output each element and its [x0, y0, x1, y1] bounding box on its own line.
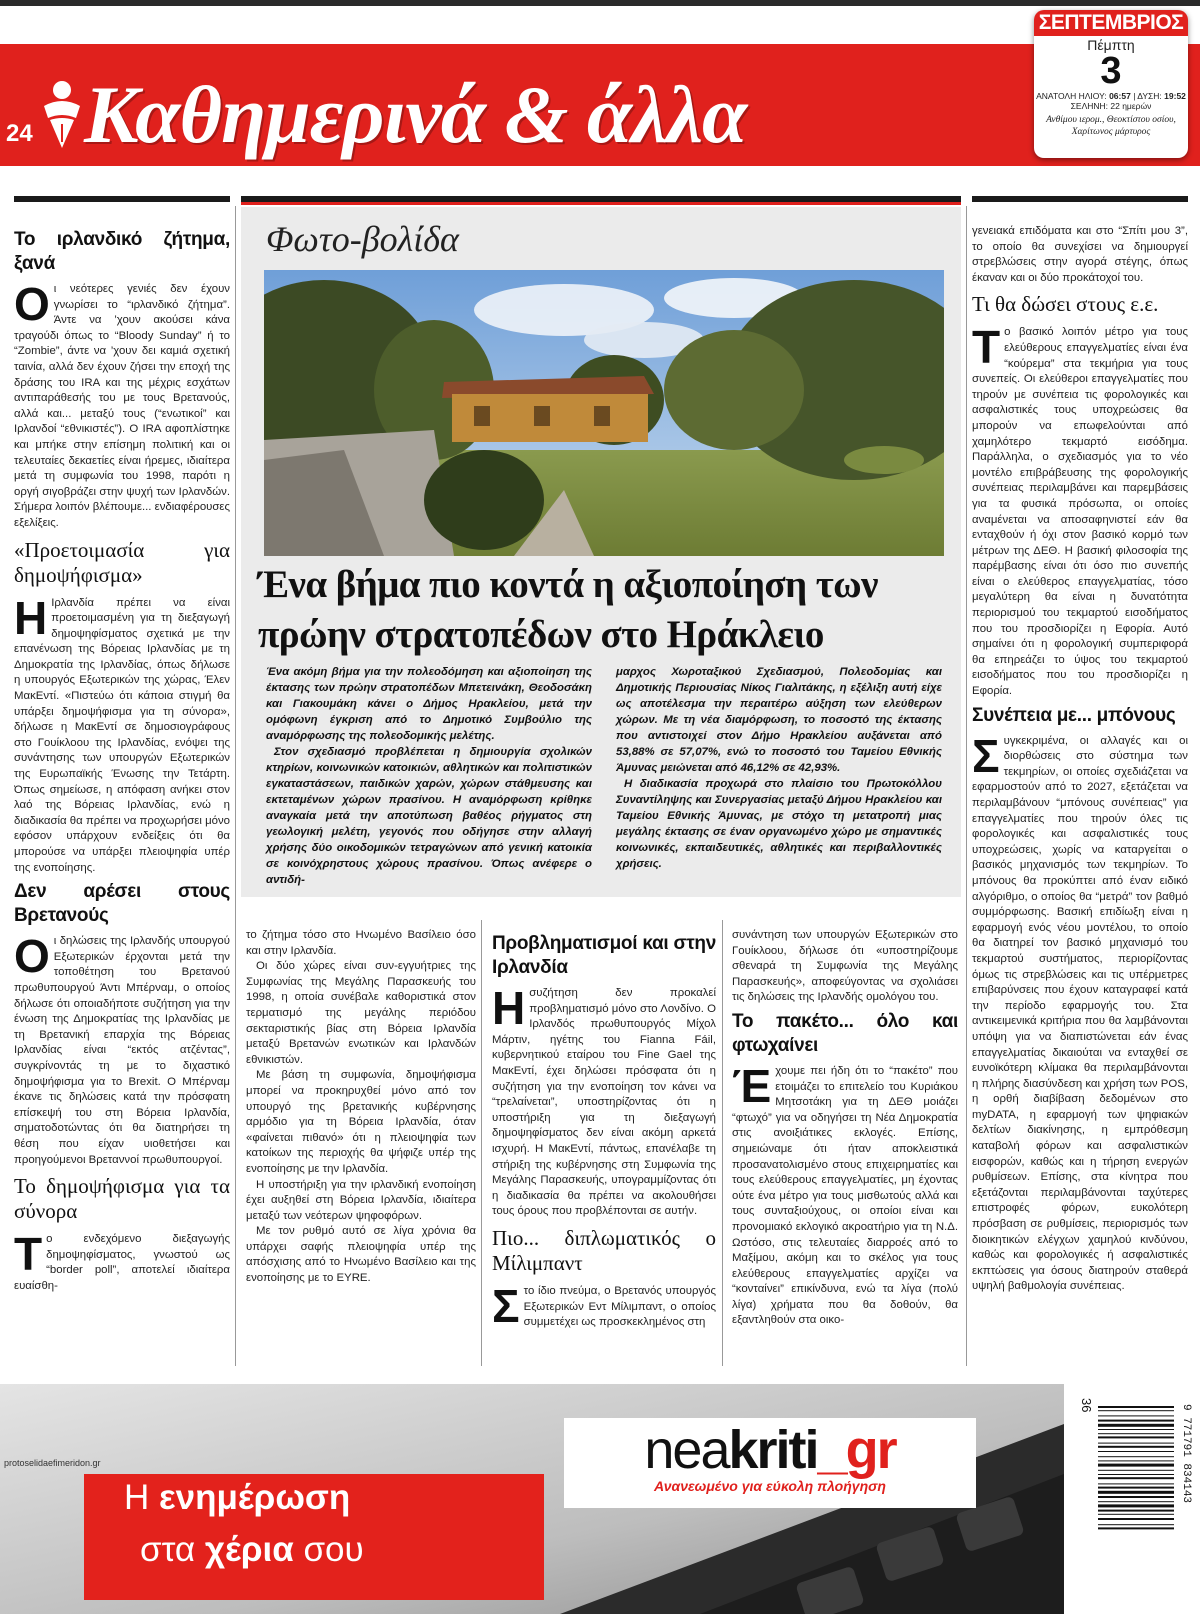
- article-paragraph: το ζήτημα τόσο στο Ηνωμένο Βασίλειο όσο και στην Ιρλανδία.: [246, 929, 476, 957]
- barcode-bar: [1098, 1433, 1174, 1434]
- barcode-bar: [1098, 1424, 1174, 1427]
- article-paragraph: Έχουμε πει ήδη ότι το “πακέτο” που ετοιμάζει το επιτελείο του Κυριάκου Μητσοτάκη για τη ΔΕΘ μοιάζει “φτωχό” για να οδηγήσει τη Νέα Δημοκρατία στις ανοιξιάτικες εκλογές. Επίσης, σημειώναμε ότι ήταν αποκλειστικά προσανατολισμένο στους επιχειρηματίες και τους ελεύθερους επαγγελματίες, μη έχοντας ούτε ένα μέτρο για τους μισθωτούς αλλά και τους συνταξιούχους, οι οποίοι είναι και προνομιακό εκλογικό ακροατήριο για τη Ν.Δ. Ωστόσο, στις τελευταίες διαρροές από το Μαξίμου, ακόμη και το σκέλος για τους ελεύθερους επαγγελματίες αρχίζει να “κονταίνει” επικίνδυνα, ενώ τα λίγα (πολύ λίγα) χρήματα που θα δοθούν, θα εξαντληθούν στα οικο-: [732, 1059, 958, 1327]
- barcode-bar: [1098, 1415, 1174, 1416]
- right-column-rule: [972, 196, 1188, 202]
- date-month: ΣΕΠΤΕΜΒΡΙΟΣ: [1034, 10, 1188, 36]
- lead-paragraph: μαρχος Χωροταξικού Σχεδιασμού, Πολεοδομίας και Δημοτικής Περιουσίας Νίκος Γιαλιτάκης, η εξέλιξη αυτή είχε ως αποτέλεσμα την περαιτέρω αύξηση των ελεύθερων χώρων. Με τη νέα διαμόρφωση, το ποσοστό της έκτασης που αντιστοιχεί στον Δήμο Ηρακλείου αυξάνεται από 53,88% σε 57,07%, ενώ το ποσοστό του Ταμείου Εθνικής Άμυνας μειώνεται από 46,12% σε 42,93%.: [616, 666, 942, 774]
- barcode-bar: [1098, 1446, 1174, 1448]
- barcode-number: 9 771791 834143: [1180, 1404, 1192, 1504]
- feature-headline: Ένα βήμα πιο κοντά η αξιοποίηση των πρώην στρατοπέδων στο Ηράκλειο: [258, 563, 878, 656]
- drop-cap: Ο: [14, 278, 50, 330]
- article-paragraph: Οι δηλώσεις της Ιρλανδής υπουργού Εξωτερικών έρχονται μετά την τοποθέτηση του Βρετανού πρωθυπουργού Άντι Μπέρναμ, ο οποίος δήλωσε ότι οποιαδήποτε συζήτηση για την ένωση της Δημοκρατίας της Ιρλανδίας με τη Βρετανική επαρχία της Βόρειας Ιρλανδίας είναι “εκτός ατζέντας”, συγκρίνοντάς τη με το διχαστικό δημοψήφισμα για το Brexit. Ο Μπέρναμ έκανε τις δηλώσεις κατά την πρόσφατη επίσκεψή του στη Βόρεια Ιρλανδία, σηματοδοτώντας ότι θα διατηρήσει τη θέση που είχαν υιοθετήσει και προηγούμενοι Βρεταννοί πρωθυπουργοί.: [14, 930, 230, 1166]
- page-number: 24: [6, 120, 33, 147]
- article-paragraph: Το βασικό λοιπόν μέτρο για τους ελεύθερους επαγγελματίες είναι ένα “κούρεμα” στα τεκμήρια για τους συνεπείς. Οι ελεύθεροι επαγγελματίες που τηρούν με συνέπεια τις φορολογικές και ασφαλιστικές τους υποχρεώσεις θα μπορούν να επωφελούνται από χαμηλότερο τεκμαρτό εισόδημα. Παράλληλα, ο σχεδιασμός για το νέο μοντέλο επιβράβευσης της φορολογικής συνέπειας περιλαμβάνει και παρεμβάσεις για τα φυσικά πρόσωπα, οι οποίες αναμένεται να αποσαφηνιστεί εάν θα ενταχθούν ή όχι στον βασικό κορμό των μέτρων της ΔΕΘ. Η βασική φιλοσοφία της παρέμβασης είναι ότι όσο πιο συνεπής είναι ο ελεύθερος επαγγελματίας, τόσο μεγαλύτερη θα είναι η δυνατότητα περιορισμού του τεκμαρτού εισοδήματος που του προσδιορίζει η Εφορία. Αυτό σημαίνει ότι η φορολογική συμπεριφορά θα επηρεάζει το ύψος του τεκμαρτού εισοδήματος που του προσδιορίζει η Εφορία.: [972, 321, 1188, 698]
- lead-paragraph: Στον σχεδιασμό προβλέπεται η δημιουργία σχολικών κτηρίων, κοινωνικών κατοικιών, αθλητικών και πολιτιστικών εγκαταστάσεων, παιδικών χαρών, χώρων στάθμευσης και εκτεταμένων χώρων πρασίνου. Η αναμόρφωση κρίθηκε αναγκαία μετά την αποτύπωση βαθέος ρήγματος στη γεωλογική μελέτη, γεγονός που οδήγησε στην αλλαγή χρήσης δύο οικοδομικών τετραγώνων από γενική κατοικία σε κοινόχρηστους χώρους πρασίνου. Όπως ανέφερε ο αντιδή-: [266, 746, 592, 886]
- barcode-bar: [1098, 1504, 1174, 1507]
- moon-age: ΣΕΛΗΝΗ: 22 ημερών: [1070, 101, 1152, 111]
- barcode-panel: [1068, 1392, 1200, 1614]
- sun-times: ΑΝΑΤΟΛΗ ΗΛΙΟΥ: 06:57 | ΔΥΣΗ: 19:52: [1036, 91, 1186, 101]
- barcode-bar: [1098, 1410, 1174, 1411]
- feature-lead-right: [616, 664, 942, 872]
- article-paragraph: Στο ίδιο πνεύμα, ο Βρετανός υπουργός Εξωτερικών Εντ Μίλιμπαντ, ο οποίος συμμετέχει ως προσκεκλημένος στη: [492, 1279, 716, 1332]
- date-box: [1034, 10, 1188, 158]
- barcode-bar: [1098, 1420, 1174, 1422]
- barcode-bar: [1098, 1470, 1174, 1471]
- lead-paragraph: Ένα ακόμη βήμα για την πολεοδόμηση και αξιοποίηση της έκτασης των πρώην στρατοπέδων Μπετεινάκη, Θεοδοσάκη και Γιακουμάκη κάνει ο Δήμος Ηρακλείου, μετά την ομόφωνη έγκριση από το Δημοτικό Συμβούλιο της αναμόρφωσης της πολεοδομικής μελέτης.: [266, 666, 592, 742]
- article-paragraph: Οι δύο χώρες είναι συν-εγγυήτριες της Συμφωνίας της Μεγάλης Παρασκευής του 1998, η οποία συνέβαλε καθοριστικά στον τερματισμό της μεγάλης περιόδου σεκταριστικής βίας στη Βόρεια Ιρλανδία μεταξύ Βρετανών ενωτικών και Ιρλανδών εθνικιστών.: [246, 960, 476, 1066]
- barcode-bar: [1098, 1429, 1174, 1430]
- barcode-bar: [1098, 1406, 1174, 1408]
- drop-cap: Τ: [972, 321, 1001, 374]
- barcode-bar: [1098, 1518, 1174, 1520]
- issue-number: 36: [1079, 1398, 1094, 1413]
- column-divider: [481, 920, 482, 1366]
- drop-cap: Η: [492, 982, 526, 1034]
- article-heading: Το ιρλανδικό ζήτημα, ξανά: [14, 229, 230, 274]
- center-column-red-rule: [241, 202, 961, 205]
- article-subheading: Δεν αρέσει στους Βρετανούς: [14, 881, 230, 927]
- article-paragraph: γενειακά επιδόματα και στο “Σπίτι μου 3”, το οποίο θα συνεχίσει να δημιουργεί στρεβλώσεις στην αγορά στέγης, όπως έκαναν και οι δύο προκάτοχοί του.: [972, 225, 1188, 284]
- column-2: [246, 928, 476, 1368]
- barcode-bar: [1098, 1501, 1174, 1502]
- drop-cap: Ο: [14, 930, 50, 983]
- column-divider: [966, 206, 967, 1366]
- barcode-bar: [1098, 1524, 1174, 1525]
- article-subheading: Το δημοψήφισμα για τα σύνορα: [14, 1174, 230, 1224]
- left-column: [14, 224, 230, 1364]
- barcode-bar: [1098, 1527, 1174, 1529]
- article-paragraph: Με βάση τη συμφωνία, δημοψήφισμα μπορεί να προκηρυχθεί μόνο από τον υπουργό της βρετανικής κυβέρνησης αρμόδιο για τη Βόρεια Ιρλανδία, όταν «φαίνεται πιθανό» ότι η πλειοψηφία των κατοίκων της περιοχής θα ψήφιζε υπέρ της ενοποίησης με την Ιρλανδία.: [246, 1069, 476, 1175]
- pen-nib-icon: [36, 78, 88, 150]
- article-paragraph: Ησυζήτηση δεν προκαλεί προβληματισμό μόνο στο Λονδίνο. Ο Ιρλανδός πρωθυπουργός Μίχολ Μάρτιν, ηγέτης του Fianna Fáil, κυβερνητικού εταίρου του Fine Gael της ΜακΕντί, έχει δηλώσει πρόσφατα ότι η συζήτηση για την ενοποίηση τον κάνει να “τρελαίνεται”, υποστηρίζοντας ότι η υποστήριξη για τη διεξαγωγή δημοψηφίσματος δεν είναι ακόμη αρκετά ισχυρή. Η ΜακΕντί, πάντως, επανέλαβε τη στήριξη της κυβέρνησης στη Συμφωνία της Μεγάλης Παρασκευής, υπογραμμίζοντας ότι η διαδικασία θα πρέπει να ακολουθήσει τους όρους που προβλέπονται σε αυτήν.: [492, 982, 716, 1218]
- ad-logo-subtitle: Ανανεωμένο για εύκολη πλοήγηση: [654, 1478, 886, 1494]
- lead-paragraph: Η διαδικασία προχωρά στο πλαίσιο του Πρωτοκόλλου Συναντίληψης και Συνεργασίας μεταξύ Δήμου Ηρακλείου και Ταμείου Εθνικής Άμυνας, με στόχο τη μετατροπή μιας μεγάλης έκτασης σε έναν οργανωμένο χώρο με σημαντικές κοινωνικές, εκπαιδευτικές, αθλητικές και περιβαλλοντικές χρήσεις.: [616, 778, 942, 870]
- barcode-bar: [1098, 1514, 1174, 1515]
- ad-site-tag: protoselidaefimeridon.gr: [4, 1458, 101, 1468]
- ad-slogan-line-1: Η ενημέρωση: [124, 1478, 351, 1517]
- saints-of-day: Ανθίμου ιερομ., Θεοκτίστου οσίου, Χαρίτωνος μάρτυρος: [1046, 115, 1176, 137]
- feature-photo: [264, 270, 944, 556]
- column-3: [492, 928, 716, 1368]
- article-paragraph: Οι νεότερες γενιές δεν έχουν γνωρίσει το “ιρλανδικό ζήτημα”. Άντε να ’χουν ακούσει κάνα τραγούδι όπως το “Bloody Sunday” ή το “Zombie”, άντε να ’χουν δει καμιά σχετική ταινία, αλλά δεν έχουν ζήσει την εποχή της δράσης του IRA και της μέχρις εσχάτων αντιπαράθεσής του με τους Βρετανούς, αλλά και... μεταξύ τους (“ενωτικοί” και Ιρλανδοί “εθνικιστές”). Ο IRA αφοπλίστηκε και μπήκε στην επίσημη πολιτική και οι τελευταίες δεκαετίες είναι ήρεμες, ιδιαίτερα μετά τη συμφωνία του 1998, παρότι η οργή σιγοβράζει στην ψυχή των Ιρλανδών. Σήμερα λοιπόν βλέπουμε... ενδιαφέρουσες εξελίξεις.: [14, 278, 230, 529]
- barcode-bar: [1098, 1460, 1174, 1461]
- ad-logo-text: neakriti_gr: [644, 1420, 896, 1480]
- column-divider: [235, 206, 236, 1366]
- article-subheading: Συνέπεια με... μπόνους: [972, 704, 1176, 726]
- barcode-bar: [1098, 1487, 1174, 1489]
- column-divider: [722, 920, 723, 1366]
- drop-cap: Σ: [972, 729, 1000, 782]
- date-day: 3: [1100, 50, 1122, 92]
- barcode-bar: [1098, 1491, 1174, 1494]
- ad-logo: [564, 1418, 976, 1508]
- barcode-bar: [1098, 1477, 1174, 1479]
- drop-cap: Τ: [14, 1228, 43, 1281]
- article-paragraph: Η Ιρλανδία πρέπει να είναι προετοιμασμένη για τη διεξαγωγή δημοψηφίσματος σχετικά με την επανένωση της Βόρειας Ιρλανδίας με τη Δημοκρατία της Ιρλανδίας, όπως δήλωσε η υπουργός Εξωτερικών της χώρας, Έλεν ΜακΕντί. «Πιστεύω ότι κάποια στιγμή θα υπάρξει δημοψήφισμα για τη σύνορα», δήλωσε η ΜακΕντί σε δημοσιογράφους στο Γουίκλοου της Ιρλανδίας, ενόψει της συνάντησης των υπουργών Εξωτερικών της Ευρωπαϊκής Ένωσης την Τετάρτη. Όπως σημείωσε, η απόφαση ανήκει στον λαό της Βόρειας Ιρλανδίας, ενώ η διαδικασία θα πρέπει να προχωρήσει μόνο εφόσον υπάρχουν ενδείξεις ότι θα μπορούσε να υπάρξει πλειοψηφία υπέρ της ενοποίησης.: [14, 591, 230, 874]
- barcode-bar: [1098, 1456, 1174, 1457]
- article-subheading: Τι θα δώσει στους ε.ε.: [972, 292, 1159, 317]
- barcode-bar: [1098, 1436, 1174, 1438]
- article-paragraph: Η υποστήριξη για την ιρλανδική ενοποίηση έχει αυξηθεί στη Βόρεια Ιρλανδία, ιδιαίτερα μεταξύ των νεότερων ψηφοφόρων.: [246, 1178, 476, 1222]
- article-paragraph: Με τον ρυθμό αυτό σε λίγα χρόνια θα υπάρχει σαφής πλειοψηφία υπέρ της απόσχισης από το Ηνωμένο Βασίλειο και της ενοποίησης με το EYRE.: [246, 1225, 476, 1285]
- article-subheading: Πιο... διπλωματικός ο Μίλιμπαντ: [492, 1225, 716, 1275]
- section-title: Καθημερινά & άλλα: [84, 69, 747, 160]
- column-4: [732, 928, 958, 1368]
- feature-lead-left: [266, 664, 592, 888]
- barcode-bar: [1098, 1451, 1174, 1452]
- barcode-bar: [1098, 1474, 1174, 1475]
- barcode-bar: [1098, 1510, 1174, 1512]
- article-subheading: Προβληματισμοί και στην Ιρλανδία: [492, 933, 716, 978]
- barcode-icon: [1068, 1392, 1200, 1614]
- article-paragraph: συνάντηση των υπουργών Εξωτερικών στο Γουίκλοου, δήλωσε ότι «υποστηρίζουμε σθεναρά τη Συμφωνία της Μεγάλης Παρασκευής», αποφεύγοντας να σχολιάσει τις δηλώσεις της Ιρλανδής ομολόγου του.: [732, 929, 958, 1004]
- article-subheading: «Προετοιμασία για δημοψήφισμα»: [14, 537, 230, 587]
- drop-cap: Έ: [732, 1059, 772, 1112]
- drop-cap: Η: [14, 591, 48, 644]
- left-column-rule: [14, 196, 230, 202]
- barcode-bar: [1098, 1483, 1174, 1484]
- article-subheading: Το πακέτο... όλο και φτωχαίνει: [732, 1010, 958, 1056]
- barcode-bar: [1098, 1464, 1174, 1467]
- article-paragraph: Συγκεκριμένα, οι αλλαγές και οι διορθώσεις στο σύστημα των τεκμηρίων, οι οποίες σχεδιάζεται να εφαρμοστούν από το 2027, εξετάζεται να περιλαμβάνουν “μπόνους συνέπειας” για επαγγελματίες που τηρούν όλες τις φορολογικές και ασφαλιστικές τους υποχρεώσεις, χωρίς να καταργείται ο βασικός μηχανισμός των τεκμηρίων. Το μπόνους θα προκύπτει από έναν ειδικό αλγόριθμο, ο οποίος θα “μετρά” τον βαθμό συμμόρφωσης. Βασική επιδίωξη είναι η εφαρμογή ενός νέου μοντέλου, το οποίο θα διατηρεί τον βασικό μηχανισμό του τεκμαρτού συστήματος, περιορίζοντας όμως τις στρεβλώσεις και τις υπέρμετρες επιβαρύνσεις που έχουν καταγραφεί κατά την περίοδο εφαρμογής του. Στα αντικειμενικά κριτήρια που θα λαμβάνονται υπόψη για να διαπιστώνεται εάν ένας επαγγελματίας δικαιούται να ενταχθεί σε ευνοϊκότερη κλίμακα θα περιλαμβάνονται η πλήρης διασύνδεση και χρήση των POS, η ορθή διαβίβαση δεδομένων στο myDATA, η εφαρμογή των ψηφιακών δελτίων διακίνησης, η εμπρόθεσμη καταβολή φόρων και ασφαλιστικών εισφορών, καθώς και η τήρηση ενεργών ρυθμίσεων. Επίσης, στα κίνητρα που εξετάζονται περιλαμβάνονται ταχύτερες επιστροφές φόρων, ευκολότερη πρόσβαση σε ρυθμίσεις, περιορισμός των διοικητικών ελέγχων χαμηλού κινδύνου, καθώς και φορολογικές ή ασφαλιστικές εκπτώσεις για όσους διατηρούν σταθερά υψηλή βαθμολογία συνέπειας.: [972, 729, 1188, 1293]
- barcode-bar: [1098, 1443, 1174, 1444]
- right-column: [972, 224, 1188, 1368]
- feature-kicker: Φωτο-βολίδα: [266, 219, 459, 259]
- top-rule: [0, 0, 1200, 6]
- date-weekday: Πέμπτη: [1087, 37, 1135, 53]
- ad-slogan-line-2: στα χέρια σου: [140, 1530, 364, 1569]
- barcode-bar: [1098, 1496, 1174, 1498]
- article-paragraph: Το ενδεχόμενο διεξαγωγής δημοψηφίσματος, γνωστού ως “border poll”, αποτελεί ιδιαίτερα ευαίσθη-: [14, 1228, 230, 1292]
- drop-cap: Σ: [492, 1279, 520, 1332]
